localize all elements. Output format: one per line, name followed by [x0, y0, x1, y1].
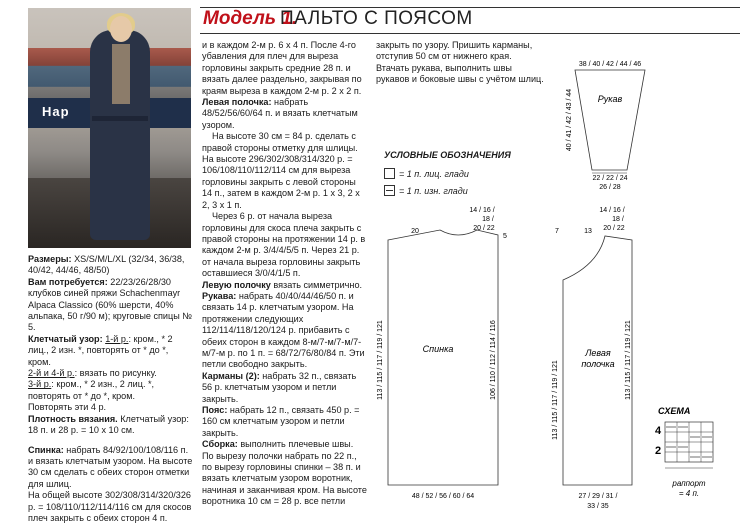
materials-label: Вам потребуется: — [28, 276, 108, 287]
column-1 — [28, 254, 193, 524]
page-title: ПАЛЬТО С ПОЯСОМ — [280, 8, 473, 29]
col2-p1: и в каждом 2-м р. 6 х 4 п. После 4-го убавления для плеч для выреза горловины закрыть средние 28 п. и вязать далее раздельно, закрывая по краям выреза в каждом 2-м р. 2 х 2 п. — [202, 40, 362, 96]
back-outline — [388, 230, 498, 485]
model-number: Модель 1. — [203, 8, 298, 29]
left-front-label: Левая полочка: — [202, 97, 272, 108]
row1-text: : кром., * 2 лиц., 2 изн. *, повторять от * до *, кром. — [28, 333, 173, 367]
pattern-label: Клетчатый узор: — [28, 333, 103, 344]
front-width-2: 18 / — [612, 216, 624, 223]
row3-label: 3-й р. — [28, 379, 52, 390]
schema-row-4: 4 — [655, 425, 662, 437]
face — [110, 16, 132, 42]
sleeve-length: 40 / 41 / 42 / 43 / 44 — [566, 88, 573, 152]
sleeve-label: Рукав — [597, 94, 623, 104]
front-total-height: 113 / 115 / 117 / 119 / 121 — [552, 360, 559, 440]
sleeve-top-width: 38 / 40 / 42 / 44 / 46 — [578, 61, 642, 68]
left-front-label-1: Левая — [585, 348, 611, 358]
pattern-repeat: Повторять эти 4 р. — [28, 402, 107, 413]
back-neck-width-3: 20 / 22 — [473, 225, 495, 232]
ship-text: Hap — [42, 104, 70, 119]
col2-p4: Через 6 р. от начала выреза горловины для скоса плеча закрыть с правой стороны на протяжении 14 р. в каждом 2-м р. 3/4/4/5/5 п. Через 21 р. от начала выреза горловины закрыть оставшиеся 3/0/4/1/5 п. — [202, 211, 366, 279]
density-text: Клетчатый узор: 18 п. и 28 р. = 10 х 10 см. — [28, 413, 189, 436]
back-shoulder: 20 — [411, 228, 419, 235]
back-side-height: 106 / 110 / 112 / 114 / 116 — [490, 320, 497, 400]
row3-text: : кром., * 2 изн., 2 лиц. *, повторять от * до *, кром. — [28, 379, 155, 401]
stitch-schema — [655, 406, 713, 498]
density-label: Плотность вязания. — [28, 413, 118, 424]
front-width-1: 14 / 16 / — [599, 207, 625, 214]
sleeves-text: набрать 40/40/44/46/50 п. и связать 14 р. клетчатым узором. На протяжении следующих 112/114/118/120/124 р. прибавить с обеих сторон в каждом 8-м/7-м/7-м/7-м/7-м р. по 1 п. = 68/72/76/80/84 п. Эти петли свободно закрыть. — [202, 290, 365, 370]
back-neck-width-2: 18 / — [482, 216, 494, 223]
assembly-label: Сборка: — [202, 439, 238, 450]
row2-label: 2-й и 4-й р. — [28, 368, 75, 379]
right-front-text: вязать симметрично. — [270, 279, 363, 290]
row1-label: 1-й р. — [105, 333, 129, 344]
legend-item-purl-label: = 1 п. изн. глади — [399, 185, 468, 196]
col2-p3: На высоте 30 см = 84 р. сделать с правой стороны отметку для шлицы. На высоте 296/302/308/314/320 р. = 106/108/110/112/114 см для выреза горловины закрыть с левой стороны 14 п., затем в каждом 2-м р. 1 х 3, 2 х 2, 3 х 1 п. — [202, 131, 360, 210]
back-neck-depth: 5 — [503, 233, 507, 240]
sleeve-cuff-width-2: 26 / 28 — [599, 184, 621, 191]
legend-item-knit-label: = 1 п. лиц. глади — [399, 168, 469, 179]
back-text: набрать 84/92/100/108/116 п. и вязать клетчатым узором. На высоте 30 см сделать с обеих сторон отметки для шлиц. — [28, 444, 193, 489]
left-front-text: набрать 48/52/56/60/64 п. и вязать клетчатым узором. — [202, 97, 358, 130]
model-photo — [28, 8, 191, 248]
back-diagram — [377, 207, 507, 500]
sweater — [112, 44, 130, 104]
front-bottom-width-1: 27 / 29 / 31 / — [578, 493, 618, 500]
coat-belt — [92, 116, 148, 121]
pockets-text: набрать 32 п., связать 56 р. клетчатым узором и петли закрыть. — [202, 370, 357, 404]
front-neck-depth: 7 — [555, 228, 559, 235]
sizes-label: Размеры: — [28, 254, 72, 264]
sizes-text: XS/S/M/L/XL (32/34, 36/38, 40/42, 44/46, 48/50) — [28, 254, 185, 276]
front-side-height: 113 / 115 / 117 / 119 / 121 — [625, 320, 632, 400]
repeat-label-1: раппорт — [672, 479, 706, 488]
left-front-label-2: полочка — [581, 359, 615, 369]
pattern-diagrams — [370, 40, 756, 518]
back-width: 48 / 52 / 56 / 60 / 64 — [411, 493, 475, 500]
pockets-label: Карманы (2): — [202, 370, 260, 381]
schema-title: СХЕМА — [658, 406, 691, 416]
back-neck-width-1: 14 / 16 / — [469, 207, 495, 214]
sleeve-diagram — [566, 61, 645, 191]
sleeves-label: Рукава: — [202, 290, 237, 301]
front-shoulder: 13 — [584, 228, 592, 235]
belt-text: набрать 12 п., связать 450 р. = 160 см клетчатым узором и петли закрыть. — [202, 405, 360, 438]
front-bottom-width-2: 33 / 35 — [587, 503, 609, 510]
right-front-label: Левую полочку — [202, 279, 271, 290]
sleeve-cuff-width-1: 22 / 22 / 24 — [592, 175, 628, 182]
belt-label: Пояс: — [202, 405, 228, 415]
front-width-3: 20 / 22 — [603, 225, 625, 232]
title-bottom-rule — [200, 33, 740, 34]
back-total-height: 113 / 115 / 117 / 119 / 121 — [377, 320, 384, 400]
back-label: Спинка — [422, 344, 454, 354]
materials-text: 22/23/26/28/30 клубков синей пряжи Schachenmayr Alpaca Classico (60% шерсти, 40% альпака, 50 г/90 м); круговые спицы № 5. — [28, 276, 193, 333]
back-label: Спинка: — [28, 444, 64, 455]
col3-p1: закрыть по узору. Пришить карманы, отступив 50 см от нижнего края. Втачать рукава, выполнить швы рукавов и боковые швы с учётом шлиц. — [376, 40, 544, 85]
schema-row-2: 2 — [655, 445, 662, 457]
assembly-text: выполнить плечевые швы. По вырезу полочки набрать по 22 п., по вырезу горловины спинки – 38 п. и вязать клетчатым узором воротник, начиная и заканчивая кром. На высоте воротника 10 см = 28 р. все петли — [202, 439, 367, 507]
column-2 — [202, 40, 367, 508]
row2-text: : вязать по рисунку. — [74, 368, 157, 379]
back-text-2: На общей высоте 302/308/314/320/326 р. = 108/110/112/114/116 см для скосов плеч закрыть с обеих сторон 4 п. — [28, 490, 192, 523]
left-front-diagram — [552, 207, 632, 510]
sleeve-outline — [575, 70, 645, 170]
legend-title: УСЛОВНЫЕ ОБОЗНАЧЕНИЯ — [384, 150, 511, 160]
repeat-label-2: = 4 п. — [678, 489, 700, 498]
